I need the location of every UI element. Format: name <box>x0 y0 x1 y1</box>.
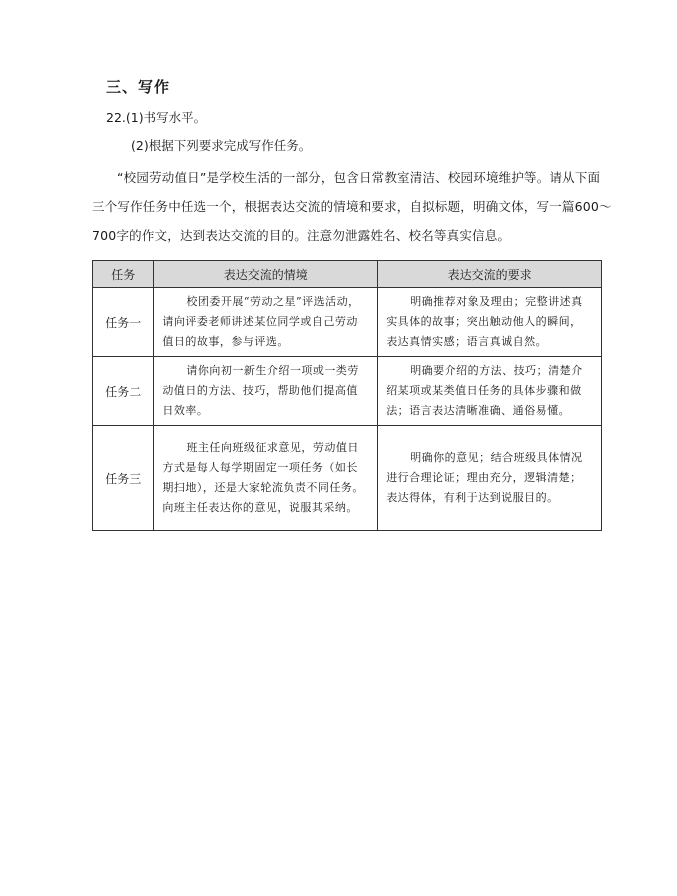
header-requirement: 表达交流的要求 <box>378 261 602 288</box>
question-22-part-2: (2)根据下列要求完成写作任务。 <box>131 138 312 153</box>
table-header-row <box>93 261 602 288</box>
task-name: 任务三 <box>93 426 154 531</box>
header-task: 任务 <box>93 261 154 288</box>
task-context: 班主任向班级征求意见，劳动值日方式是每人每学期固定一项任务（如长期扫地），还是大家轮流负责不同任务。向班主任表达你的意见，说服其采纳。 <box>154 426 378 531</box>
task-requirement: 明确推荐对象及理由；完整讲述真实具体的故事；突出触动他人的瞬间，表达真情实感；语言真诚自然。 <box>378 288 602 357</box>
writing-task-table <box>92 260 602 531</box>
task-requirement: 明确要介绍的方法、技巧；清楚介绍某项或某类值日任务的具体步骤和做法；语言表达清晰准确、通俗易懂。 <box>378 357 602 426</box>
table-row <box>93 288 602 357</box>
task-context: 请你向初一新生介绍一项或一类劳动值日的方法、技巧，帮助他们提高值日效率。 <box>154 357 378 426</box>
task-context: 校团委开展“劳动之星”评选活动，请向评委老师讲述某位同学或自己劳动值日的故事，参与评选。 <box>154 288 378 357</box>
section-title: 三、写作 <box>106 78 171 96</box>
header-context: 表达交流的情境 <box>154 261 378 288</box>
task-name: 任务一 <box>93 288 154 357</box>
table-row <box>93 357 602 426</box>
task-name: 任务二 <box>93 357 154 426</box>
writing-prompt: “校园劳动值日”是学校生活的一部分，包含日常教室清洁、校园环境维护等。请从下面三个写作任务中任选一个，根据表达交流的情境和要求，自拟标题，明确文体，写一篇600～700字的作文，达到表达交流的目的。注意勿泄露姓名、校名等真实信息。 <box>92 170 612 243</box>
table-row <box>93 426 602 531</box>
question-22-part-1: 22.(1)书写水平。 <box>106 110 207 125</box>
task-requirement: 明确你的意见；结合班级具体情况进行合理论证；理由充分，逻辑清楚；表达得体，有利于达到说服目的。 <box>378 426 602 531</box>
